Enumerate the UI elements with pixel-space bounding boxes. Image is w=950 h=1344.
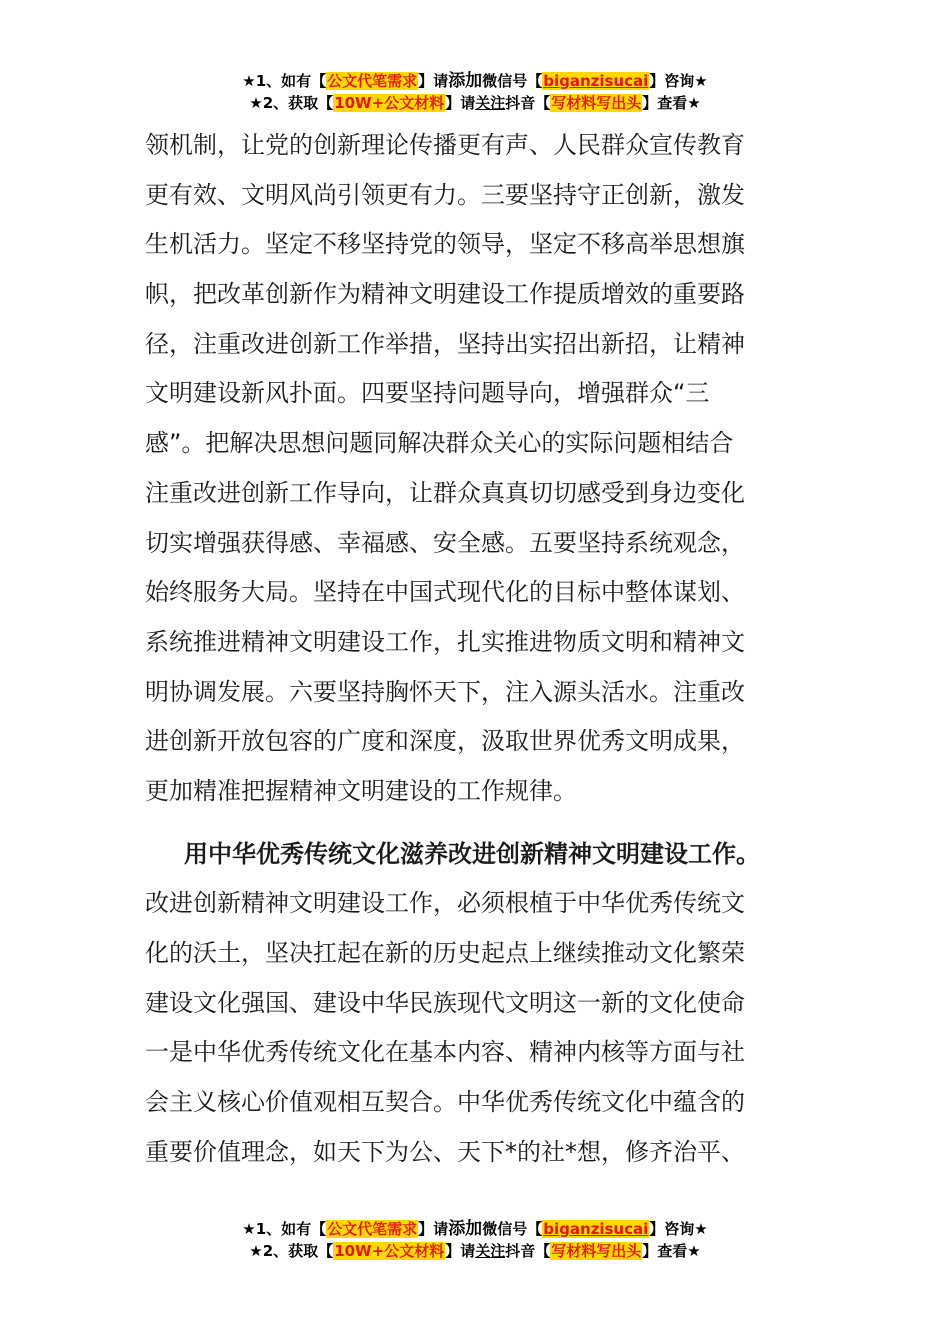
body-line: 始终服务大局。坚持在中国式现代化的目标中整体谋划、 <box>145 578 745 607</box>
body-line: 改进创新精神文明建设工作，必须根植于中华优秀传统文 <box>145 889 745 918</box>
banner-text: 抖音【 <box>505 1242 551 1260</box>
wechat-id-link[interactable]: biganzisucai <box>543 72 649 90</box>
banner-text: 抖音【 <box>505 94 551 112</box>
body-line: 会主义核心价值观相互契合。中华优秀传统文化中蕴含的 <box>145 1088 745 1117</box>
body-line: 径，注重改进创新工作举措，坚持出实招出新招，让精神 <box>145 329 745 358</box>
banner-highlight: 写材料写出头 <box>551 1242 642 1260</box>
body-line: 领机制，让党的创新理论传播更有声、人民群众宣传教育 <box>145 131 745 159</box>
body-line: 更有效、文明风尚引领更有力。三要坚持守正创新，激发 <box>145 180 745 209</box>
body-line: 重要价值理念，如天下为公、天下*的社*想，修齐治平、 <box>145 1137 745 1166</box>
banner-text: 】请 <box>418 72 449 90</box>
banner-text: 微信号【 <box>482 1220 543 1238</box>
banner-text: 】请 <box>418 1220 449 1238</box>
banner-highlight: 写材料写出头 <box>551 94 642 112</box>
banner-text: 微信号【 <box>482 72 543 90</box>
banner-text: ★1、如有【 <box>242 72 327 90</box>
banner-text: 】请 <box>445 94 476 112</box>
paragraph-gap <box>145 817 807 830</box>
section-heading: 用中华优秀传统文化滋养改进创新精神文明建设工作。 <box>184 839 760 868</box>
banner-highlight: 公文代笔需求 <box>327 72 418 90</box>
body-line: 帜，把改革创新作为精神文明建设工作提质增效的重要路 <box>145 280 745 309</box>
wechat-id-link[interactable]: biganzisucai <box>543 1220 649 1238</box>
body-line: 切实增强获得感、幸福感、安全感。五要坚持系统观念， <box>145 528 745 557</box>
banner-highlight: 10W+公文材料 <box>334 94 445 112</box>
banner-text: 添加 <box>448 1219 483 1239</box>
banner-text: ★2、获取【 <box>249 1242 334 1260</box>
body-line: 明协调发展。六要坚持胸怀天下，注入源头活水。注重改 <box>145 677 745 706</box>
banner-line-2 <box>0 92 950 114</box>
banner-highlight: 公文代笔需求 <box>327 1220 418 1238</box>
banner-text: 】查看★ <box>642 1242 701 1260</box>
body-line: 建设文化强国、建设中华民族现代文明这一新的文化使命 <box>145 988 745 1017</box>
banner-line-1 <box>0 70 950 92</box>
banner-line-2 <box>0 1240 950 1262</box>
banner-line-1 <box>0 1218 950 1240</box>
header-banner <box>0 70 950 114</box>
banner-text: 】查看★ <box>642 94 701 112</box>
body-line: 化的沃土，坚决扛起在新的历史起点上继续推动文化繁荣 <box>145 939 745 967</box>
body-line: 进创新开放包容的广度和深度，汲取世界优秀文明成果， <box>145 727 745 756</box>
banner-text: 】请 <box>445 1242 476 1260</box>
banner-text: 】咨询★ <box>649 72 708 90</box>
body-line: 文明建设新风扑面。四要坚持问题导向，增强群众“三 <box>145 379 710 408</box>
banner-text: 】咨询★ <box>649 1220 708 1238</box>
banner-text: ★1、如有【 <box>242 1220 327 1238</box>
banner-text: 添加 <box>448 71 483 91</box>
banner-highlight: 10W+公文材料 <box>334 1242 445 1260</box>
body-line: 更加精准把握精神文明建设的工作规律。 <box>145 776 577 805</box>
banner-text: ★2、获取【 <box>249 94 334 112</box>
body-line: 注重改进创新工作导向，让群众真真切切感受到身边变化 <box>145 478 745 507</box>
footer-banner <box>0 1218 950 1262</box>
body-line: 系统推进精神文明建设工作，扎实推进物质文明和精神文 <box>145 627 745 656</box>
banner-text: 关注 <box>475 94 506 112</box>
body-line: 一是中华优秀传统文化在基本内容、精神内核等方面与社 <box>145 1038 745 1067</box>
body-line: 生机活力。坚定不移坚持党的领导，坚定不移高举思想旗 <box>145 230 745 259</box>
banner-text: 关注 <box>475 1242 506 1260</box>
body-line: 感”。把解决思想问题同解决群众关心的实际问题相结合 <box>145 429 734 458</box>
document-body <box>145 121 807 1177</box>
